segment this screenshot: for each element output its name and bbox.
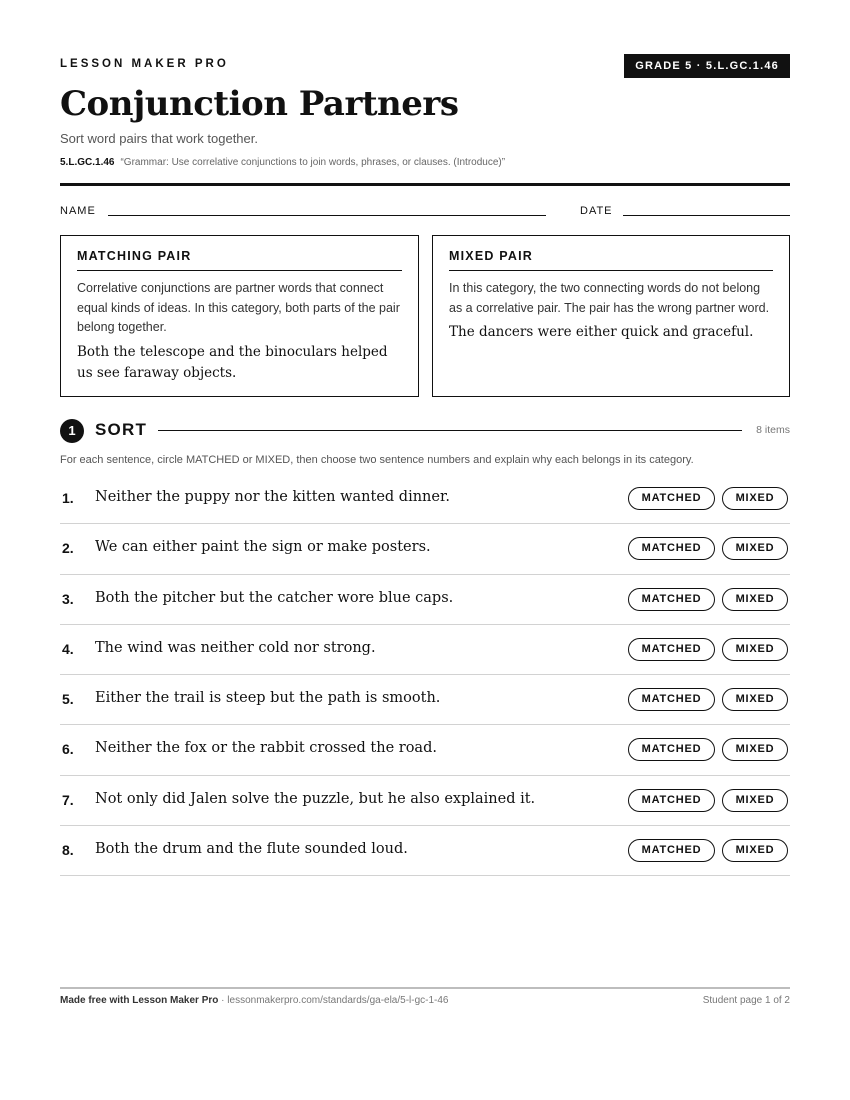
matching-pair-heading: MATCHING PAIR <box>77 249 402 271</box>
item-sentence: The wind was neither cold nor strong. <box>95 639 376 656</box>
name-label: NAME <box>60 205 96 217</box>
section-number-badge: 1 <box>60 419 84 443</box>
standard-code: 5.L.GC.1.46 <box>60 157 115 168</box>
matched-option[interactable]: MATCHED <box>628 688 715 711</box>
item-number: 4. <box>62 640 74 657</box>
item-count: 8 items <box>756 424 790 436</box>
mixed-option[interactable]: MIXED <box>722 789 788 812</box>
footer-separator: · <box>218 995 228 1006</box>
item-number: 3. <box>62 590 74 607</box>
page-number: Student page 1 of 2 <box>702 995 790 1006</box>
matched-option[interactable]: MATCHED <box>628 738 715 761</box>
mixed-pair-box <box>432 235 790 397</box>
item-number: 8. <box>62 842 74 859</box>
item-sentence: Both the pitcher but the catcher wore blue caps. <box>95 589 454 606</box>
matched-option[interactable]: MATCHED <box>628 789 715 812</box>
mixed-pair-heading: MIXED PAIR <box>449 249 773 271</box>
page-subtitle: Sort word pairs that work together. <box>60 131 258 146</box>
footer-credit <box>60 995 449 1006</box>
matching-pair-box <box>60 235 419 397</box>
list-item <box>60 625 790 675</box>
matched-option[interactable]: MATCHED <box>628 588 715 611</box>
list-item <box>60 524 790 574</box>
section-rule <box>158 430 742 431</box>
item-sentence: We can either paint the sign or make posters. <box>95 539 431 556</box>
matching-pair-description: Correlative conjunctions are partner words that connect equal kinds of ideas. In this category, both parts of the pair belong together. <box>77 281 400 334</box>
mixed-option[interactable]: MIXED <box>722 839 788 862</box>
footer-made-with: Made free with Lesson Maker Pro <box>60 995 219 1006</box>
item-number: 5. <box>62 691 74 708</box>
list-item <box>60 575 790 625</box>
name-field[interactable] <box>108 215 546 216</box>
list-item <box>60 725 790 775</box>
item-sentence: Neither the puppy nor the kitten wanted dinner. <box>95 489 450 505</box>
footer-url[interactable]: lessonmakerpro.com/standards/ga-ela/5-l-gc-1-46 <box>227 995 449 1006</box>
grade-badge: GRADE 5 · 5.L.GC.1.46 <box>624 54 790 78</box>
matched-option[interactable]: MATCHED <box>628 638 715 661</box>
standard-description: “Grammar: Use correlative conjunctions to join words, phrases, or clauses. (Introduce)” <box>120 157 506 168</box>
brand-name: LESSON MAKER PRO <box>60 58 229 70</box>
page-title: Conjunction Partners <box>60 84 459 124</box>
mixed-option[interactable]: MIXED <box>722 738 788 761</box>
item-sentence: Both the drum and the flute sounded loud. <box>95 841 408 858</box>
item-number: 1. <box>62 490 74 506</box>
section-title: SORT <box>95 420 148 439</box>
item-number: 2. <box>62 540 74 557</box>
mixed-option[interactable]: MIXED <box>722 688 788 711</box>
worksheet-page <box>60 0 790 1100</box>
list-item <box>60 776 790 826</box>
section-instructions: For each sentence, circle MATCHED or MIXED, then choose two sentence numbers and explain why each belongs in its category. <box>60 454 694 466</box>
standard-line <box>60 157 505 168</box>
mixed-option[interactable]: MIXED <box>722 588 788 611</box>
matched-option[interactable]: MATCHED <box>628 839 715 862</box>
sort-items-list <box>60 474 790 876</box>
matching-pair-example: Both the telescope and the binoculars helped us see faraway objects. <box>77 343 388 381</box>
list-item <box>60 826 790 876</box>
footer-divider <box>60 987 790 989</box>
mixed-option[interactable]: MIXED <box>722 638 788 661</box>
item-number: 7. <box>62 791 74 808</box>
matched-option[interactable]: MATCHED <box>628 487 715 510</box>
mixed-option[interactable]: MIXED <box>722 487 788 510</box>
matched-option[interactable]: MATCHED <box>628 537 715 560</box>
mixed-option[interactable]: MIXED <box>722 537 788 560</box>
item-sentence: Not only did Jalen solve the puzzle, but he also explained it. <box>95 790 536 807</box>
item-number: 6. <box>62 741 74 758</box>
date-label: DATE <box>580 205 613 217</box>
list-item <box>60 474 790 524</box>
date-field[interactable] <box>623 215 790 216</box>
item-sentence: Either the trail is steep but the path is smooth. <box>95 690 441 707</box>
mixed-pair-description: In this category, the two connecting words do not belong as a correlative pair. The pair has the wrong partner word. <box>449 281 770 315</box>
item-sentence: Neither the fox or the rabbit crossed the road. <box>95 740 437 757</box>
header-divider <box>60 183 790 186</box>
mixed-pair-example: The dancers were either quick and graceful. <box>449 324 754 340</box>
list-item <box>60 675 790 725</box>
